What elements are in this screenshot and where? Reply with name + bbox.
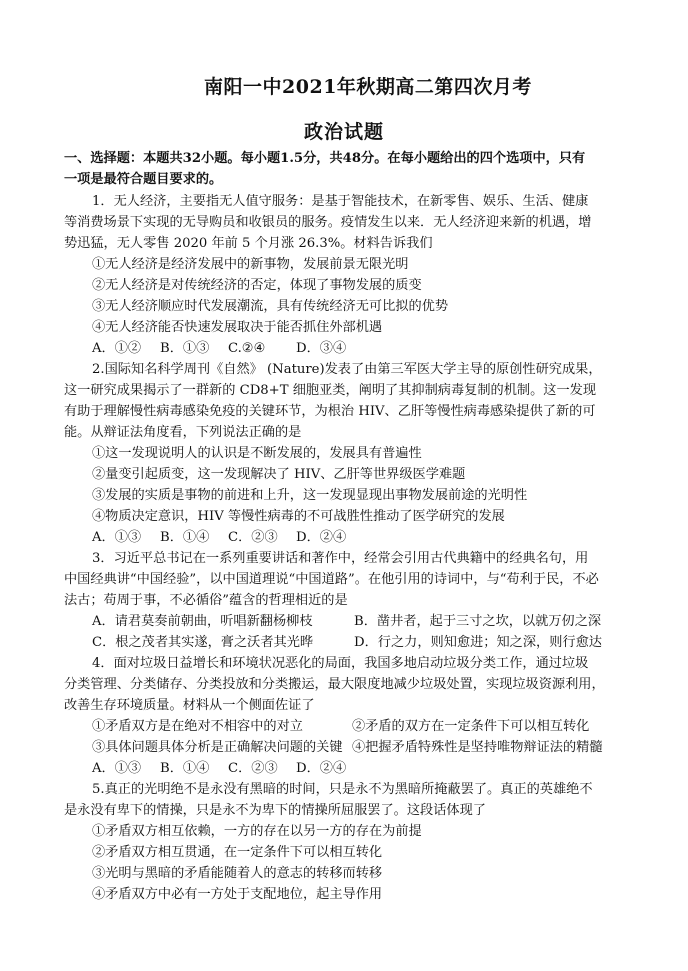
q3-option-b: B．凿井者，起于三寸之坎，以就万仞之深 — [354, 614, 602, 629]
q1-item: ①无人经济是经济发展中的新事物，发展前景无限光明 — [92, 257, 409, 272]
q5-item: ④矛盾双方中必有一方处于支配地位，起主导作用 — [92, 887, 383, 902]
q3-option-d: D．行之力，则知愈进；知之深，则行愈达 — [354, 635, 602, 650]
option-a: A．①③ — [92, 530, 142, 545]
q2-item: ②量变引起质变，这一发现解决了 HIV、乙肝等世界级医学难题 — [92, 467, 466, 482]
option-b: B．①④ — [160, 761, 210, 776]
q2-stem-line: 这一研究成果揭示了一群新的 CD8+T 细胞亚类，阐明了其抑制病毒复制的机制。这一发现 — [64, 383, 597, 398]
q4-item: ③具体问题具体分析是正确解决问题的关键 — [92, 740, 343, 755]
section-instruction-line2: 一项是最符合题目要求的。 — [64, 172, 223, 187]
q3-stem-line: 法古；苟周于事，不必循俗”蕴含的哲理相近的是 — [64, 593, 348, 608]
q4-options — [92, 758, 364, 779]
q2-item: ①这一发现说明人的认识是不断发展的，发展具有普遍性 — [92, 446, 422, 461]
q4-item: ①矛盾双方是在绝对不相容中的对立 — [92, 719, 303, 734]
q4-stem-line: 4．面对垃圾日益增长和环境状况恶化的局面，我国多地启动垃圾分类工作，通过垃圾 — [92, 656, 589, 671]
q1-item: ③无人经济顺应时代发展潮流，具有传统经济无可比拟的优势 — [92, 299, 449, 314]
q3-stem-line: 3．习近平总书记在一系列重要讲话和著作中，经常会引用古代典籍中的经典名句，用 — [92, 551, 589, 566]
option-d: D．②④ — [296, 761, 347, 776]
q2-stem-line: 有助于理解慢性病毒感染免疫的关键环节，为根治 HIV、乙肝等慢性病毒感染提供了新的可 — [64, 404, 596, 419]
q2-stem-line: 能。从辩证法角度看，下列说法正确的是 — [64, 425, 302, 440]
option-c: C．②③ — [228, 761, 278, 776]
q2-item: ③发展的实质是事物的前进和上升，这一发现显现出事物发展前途的光明性 — [92, 488, 528, 503]
q3-option-c: C．根之茂者其实遂，膏之沃者其光晔 — [92, 635, 314, 650]
subject-title: 政治试题 — [303, 121, 384, 143]
q4-stem-line: 改善生存环境质量。材料从一个侧面佐证了 — [64, 698, 315, 713]
q5-item: ②矛盾双方相互贯通，在一定条件下可以相互转化 — [92, 845, 383, 860]
q4-stem-line: 分类管理、分类储存、分类投放和分类搬运，最大限度地减少垃圾处置，实现垃圾资源利用， — [64, 677, 605, 692]
q1-options — [92, 338, 364, 359]
option-c: C．②③ — [228, 530, 278, 545]
q1-stem-line: 势迅猛，无人零售 2020 年前 5 个月涨 26.3%。材料告诉我们 — [64, 236, 433, 251]
option-a: A．①③ — [92, 761, 142, 776]
q2-stem-line: 2.国际知名科学周刊《自然》 (Nature)发表了由第三军医大学主导的原创性研究成果， — [92, 362, 602, 377]
q4-item: ②矛盾的双方在一定条件下可以相互转化 — [352, 719, 590, 734]
option-c: C.②④ — [228, 341, 266, 356]
q5-stem-line: 是永没有卑下的情操，只是永不为卑下的情操所屈服罢了。这段话体现了 — [64, 803, 486, 818]
q5-item: ①矛盾双方相互依赖，一方的存在以另一方的存在为前提 — [92, 824, 422, 839]
q3-option-a: A．请君莫奏前朝曲，听唱新翻杨柳枝 — [92, 614, 313, 629]
q5-item: ③光明与黑暗的矛盾能随着人的意志的转移而转移 — [92, 866, 383, 881]
q1-item: ④无人经济能否快速发展取决于能否抓住外部机遇 — [92, 320, 383, 335]
section-instruction-line1: 一、选择题：本题共32小题。每小题1.5分，共48分。在每小题给出的四个选项中，只有 — [64, 151, 586, 166]
option-d: D．②④ — [296, 530, 347, 545]
option-b: B．①③ — [160, 341, 210, 356]
q4-item: ④把握矛盾特殊性是坚持唯物辩证法的精髓 — [352, 740, 603, 755]
q2-item: ④物质决定意识，HIV 等慢性病毒的不可战胜性推动了医学研究的发展 — [92, 509, 505, 524]
exam-title: 南阳一中2021年秋期高二第四次月考 — [204, 76, 532, 98]
q1-stem-line: 1．无人经济，主要指无人值守服务：是基于智能技术，在新零售、娱乐、生活、健康 — [92, 194, 589, 209]
q1-item: ②无人经济是对传统经济的否定，体现了事物发展的质变 — [92, 278, 422, 293]
option-b: B．①④ — [160, 530, 210, 545]
q3-stem-line: 中国经典讲“中国经验”，以中国道理说“中国道路”。在他引用的诗词中，与“苟利于民，不必 — [64, 572, 599, 587]
q1-stem-line: 等消费场景下实现的无导购员和收银员的服务。疫情发生以来．无人经济迎来新的机遇，增 — [64, 215, 592, 230]
q2-options — [92, 527, 364, 548]
option-a: A．①② — [92, 341, 142, 356]
q5-stem-line: 5.真正的光明绝不是永没有黑暗的时间，只是永不为黑暗所掩蔽罢了。真正的英雄绝不 — [92, 782, 593, 797]
option-d: D．③④ — [296, 341, 347, 356]
